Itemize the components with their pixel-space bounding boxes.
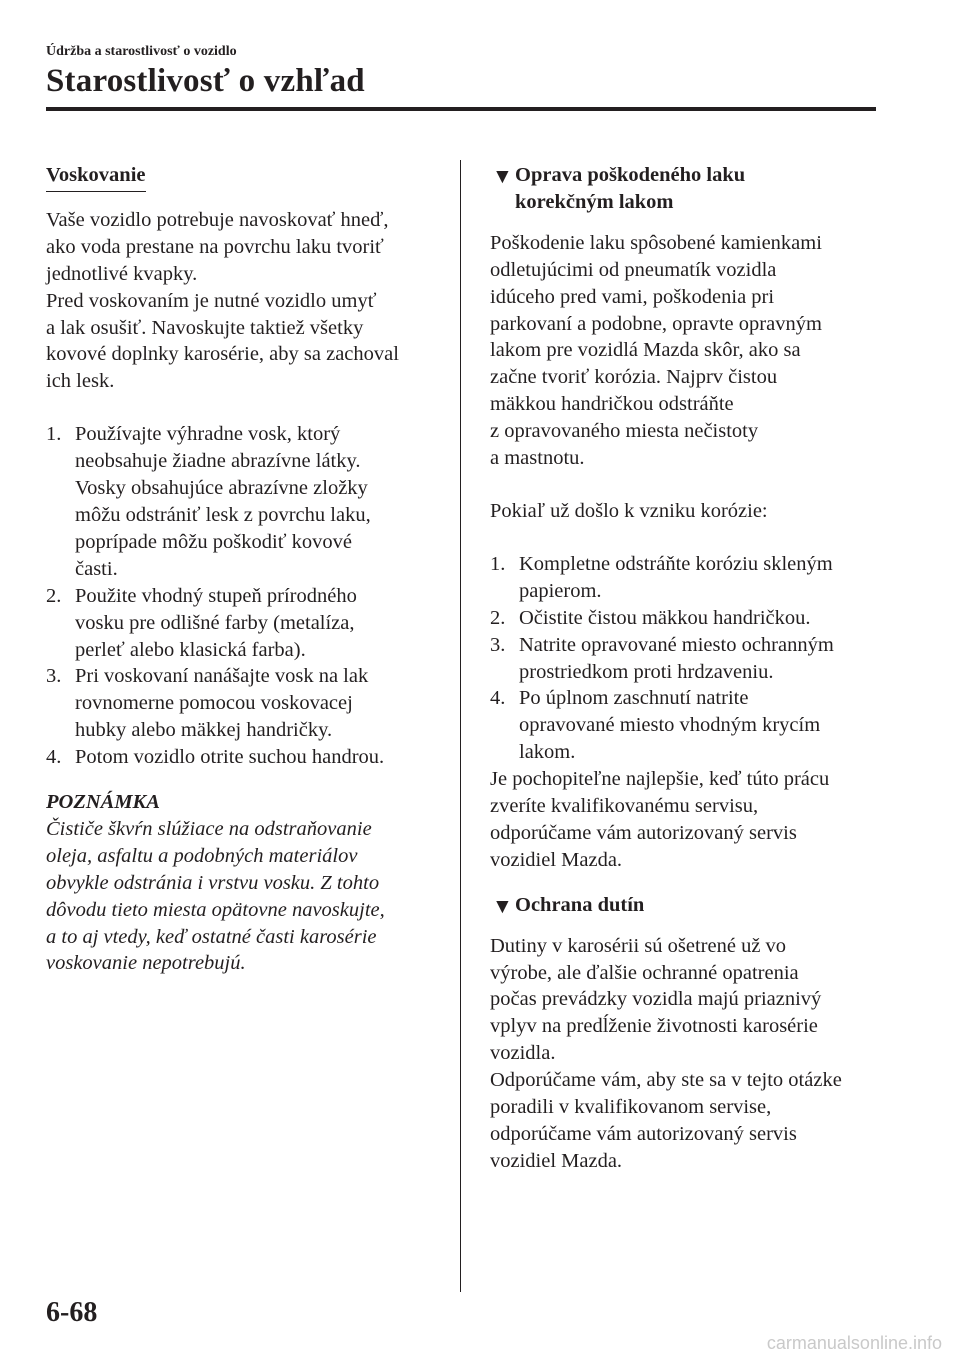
running-header-section: Údržba a starostlivosť o vozidlo [46,44,237,59]
waxing-heading: Voskovanie [46,162,446,198]
triangle-bullet-icon: ▼ [492,164,513,188]
list-item: 2. Očistite čistou mäkkou handričkou. [490,606,811,629]
note-text: Čističe škvŕn slúžiace na odstraňovanie oleja, asfaltu a podobných materiálov obvykle odstránia i vrstvu vosku. Z tohto dôvodu tieto miesta opätovne navoskujte, a to aj vtedy, keď ostatné časti karosérie voskovanie nepotrebujú. [46,817,385,975]
cavity-protection-text: Dutiny v karosérii sú ošetrené už vo výrobe, ale ďalšie ochranné opatrenia počas prevádzky vozidla majú priaznivý vplyv na predĺženie životnosti karosérie vozidla. Odporúčame vám, aby ste sa v tejto otázke poradili v kvalifikovanom servise, odporúčame vám autorizovaný servis vozidiel Mazda. [490,934,842,1172]
page-title: Starostlivosť o vzhľad [46,63,365,99]
header-rule [46,107,876,111]
triangle-bullet-icon: ▼ [492,893,513,918]
waxing-intro: Vaše vozidlo potrebuje navoskovať hneď, ako voda prestane na povrchu laku tvoriť jednotlivé kvapky. Pred voskovaním je nutné vozidlo umyť a lak osušiť. Navoskujte taktiež všetky kovové doplnky karosérie, aby sa zachoval ich lesk. [46,208,399,393]
watermark: carmanualsonline.info [766,1333,942,1353]
paint-repair-text: Poškodenie laku spôsobené kamienkami odletujúcimi od pneumatík vozidla idúceho pred vami, poškodenia pri parkovaní a podobne, opravte opravným lakom pre vozidlá Mazda skôr, ako sa začne tvoriť korózia. Najprv čistou mäkkou handričkou odstráňte z opravovaného miesta nečistoty a mastnotu. [490,231,822,470]
page-number: 6-68 [46,1297,98,1328]
list-item: 1. Kompletne odstráňte koróziu skleným papierom. [490,552,833,602]
waxing-steps [46,421,446,771]
list-item: 2. Použite vhodný stupeň prírodného vosku pre odlišné farby (metalíza, perleť alebo klasická farba). [46,584,357,661]
list-item: 3. Natrite opravované miesto ochranným prostriedkom proti hrdzaveniu. [490,633,834,683]
paint-repair-heading: ▼ Oprava poškodeného laku korekčným lakom [492,164,746,213]
corrosion-steps [490,551,885,766]
corrosion-intro: Pokiaľ už došlo k vzniku korózie: [490,499,768,522]
service-recommendation: Je pochopiteľne najlepšie, keď túto prácu zveríte kvalifikovanému servisu, odporúčame vám autorizovaný servis vozidiel Mazda. [490,768,830,871]
column-divider [460,160,461,1292]
list-item: 4. Potom vozidlo otrite suchou handrou. [46,746,385,769]
note-title: POZNÁMKA [46,791,160,814]
list-item: 4. Po úplnom zaschnutí natrite opravované miesto vhodným krycím lakom. [490,687,821,764]
cavity-protection-heading: ▼ Ochrana dutín [492,893,645,918]
left-column [46,162,446,977]
list-item: 1. Používajte výhradne vosk, ktorý neobsahuje žiadne abrazívne látky. Vosky obsahujúce abrazívne zložky môžu odstrániť lesk z povrchu laku, poprípade môžu poškodiť kovové časti. [46,423,371,580]
list-item: 3. Pri voskovaní nanášajte vosk na lak rovnomerne pomocou voskovacej hubky alebo mäkkej handričky. [46,665,369,742]
right-column [490,162,885,1175]
